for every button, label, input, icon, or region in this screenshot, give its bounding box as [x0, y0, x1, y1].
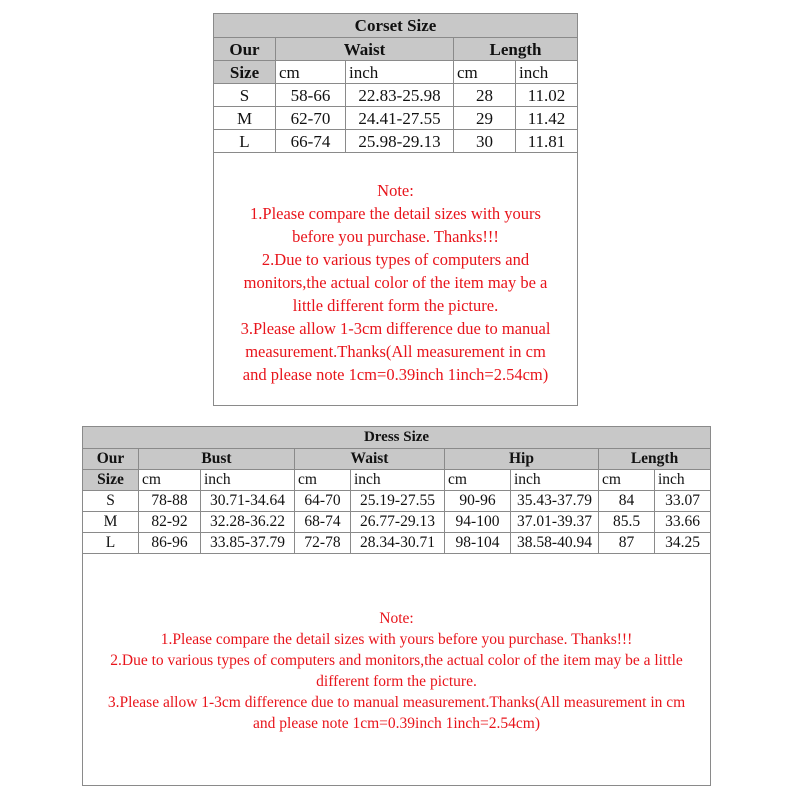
- value-cell: 85.5: [599, 512, 655, 533]
- value-cell: 35.43-37.79: [511, 491, 599, 512]
- table-row: [83, 491, 711, 512]
- value-cell: 84: [599, 491, 655, 512]
- value-cell: 82-92: [139, 512, 201, 533]
- value-cell: 90-96: [445, 491, 511, 512]
- corset-table-title: Corset Size: [214, 14, 578, 38]
- corset-size-table: [213, 13, 578, 406]
- corset-note: [214, 153, 578, 406]
- dress-table-title: Dress Size: [83, 427, 711, 449]
- dress-unit-waist-inch: inch: [351, 470, 445, 491]
- value-cell: 66-74: [276, 130, 346, 153]
- note-line: Note:: [379, 610, 414, 627]
- note-line: monitors,the actual color of the item may be a: [243, 273, 548, 292]
- dress-unit-length-cm: cm: [599, 470, 655, 491]
- value-cell: 64-70: [295, 491, 351, 512]
- value-cell: 94-100: [445, 512, 511, 533]
- value-cell: 11.81: [516, 130, 578, 153]
- dress-unit-bust-cm: cm: [139, 470, 201, 491]
- dress-header-our: Our: [83, 449, 139, 470]
- size-cell: M: [83, 512, 139, 533]
- note-line: 1.Please compare the detail sizes with yours: [250, 204, 541, 223]
- value-cell: 11.42: [516, 107, 578, 130]
- dress-unit-hip-inch: inch: [511, 470, 599, 491]
- value-cell: 34.25: [655, 533, 711, 554]
- note-line: Note:: [377, 181, 414, 200]
- note-line: measurement.Thanks(All measurement in cm: [245, 342, 546, 361]
- dress-unit-bust-inch: inch: [201, 470, 295, 491]
- corset-header-length: Length: [454, 38, 578, 61]
- table-row: [214, 107, 578, 130]
- value-cell: 25.19-27.55: [351, 491, 445, 512]
- corset-unit-waist-inch: inch: [346, 61, 454, 84]
- note-line: 3.Please allow 1-3cm difference due to manual: [240, 319, 551, 338]
- value-cell: 25.98-29.13: [346, 130, 454, 153]
- size-cell: S: [83, 491, 139, 512]
- dress-unit-hip-cm: cm: [445, 470, 511, 491]
- note-line: 2.Due to various types of computers and monitors,the actual color of the item may be a little: [110, 652, 683, 669]
- value-cell: 30: [454, 130, 516, 153]
- note-line: 1.Please compare the detail sizes with yours before you purchase. Thanks!!!: [160, 631, 633, 648]
- dress-header-bust: Bust: [139, 449, 295, 470]
- dress-header-size: Size: [83, 470, 139, 491]
- table-row: [83, 533, 711, 554]
- dress-unit-length-inch: inch: [655, 470, 711, 491]
- dress-note: [83, 554, 711, 786]
- corset-unit-length-inch: inch: [516, 61, 578, 84]
- value-cell: 86-96: [139, 533, 201, 554]
- note-line: different form the picture.: [316, 673, 477, 690]
- corset-header-size: Size: [214, 61, 276, 84]
- corset-unit-waist-cm: cm: [276, 61, 346, 84]
- note-line: before you purchase. Thanks!!!: [292, 227, 499, 246]
- value-cell: 37.01-39.37: [511, 512, 599, 533]
- note-line: and please note 1cm=0.39inch 1inch=2.54cm): [242, 365, 549, 384]
- dress-header-waist: Waist: [295, 449, 445, 470]
- value-cell: 68-74: [295, 512, 351, 533]
- value-cell: 29: [454, 107, 516, 130]
- value-cell: 33.85-37.79: [201, 533, 295, 554]
- value-cell: 22.83-25.98: [346, 84, 454, 107]
- note-line: 2.Due to various types of computers and: [261, 250, 530, 269]
- size-cell: L: [83, 533, 139, 554]
- value-cell: 26.77-29.13: [351, 512, 445, 533]
- value-cell: 38.58-40.94: [511, 533, 599, 554]
- corset-unit-length-cm: cm: [454, 61, 516, 84]
- dress-header-length: Length: [599, 449, 711, 470]
- note-line: little different form the picture.: [292, 296, 499, 315]
- corset-header-waist: Waist: [276, 38, 454, 61]
- value-cell: 78-88: [139, 491, 201, 512]
- value-cell: 72-78: [295, 533, 351, 554]
- value-cell: 58-66: [276, 84, 346, 107]
- size-cell: S: [214, 84, 276, 107]
- dress-size-table: [82, 426, 711, 786]
- dress-header-hip: Hip: [445, 449, 599, 470]
- table-row: [214, 130, 578, 153]
- value-cell: 32.28-36.22: [201, 512, 295, 533]
- table-row: [214, 84, 578, 107]
- value-cell: 33.07: [655, 491, 711, 512]
- value-cell: 98-104: [445, 533, 511, 554]
- value-cell: 62-70: [276, 107, 346, 130]
- table-row: [83, 512, 711, 533]
- value-cell: 11.02: [516, 84, 578, 107]
- size-cell: L: [214, 130, 276, 153]
- note-line: and please note 1cm=0.39inch 1inch=2.54cm): [253, 715, 540, 732]
- value-cell: 30.71-34.64: [201, 491, 295, 512]
- value-cell: 24.41-27.55: [346, 107, 454, 130]
- value-cell: 33.66: [655, 512, 711, 533]
- value-cell: 28: [454, 84, 516, 107]
- value-cell: 87: [599, 533, 655, 554]
- size-cell: M: [214, 107, 276, 130]
- note-line: 3.Please allow 1-3cm difference due to manual measurement.Thanks(All measurement in cm: [107, 694, 686, 711]
- value-cell: 28.34-30.71: [351, 533, 445, 554]
- corset-header-our: Our: [214, 38, 276, 61]
- dress-unit-waist-cm: cm: [295, 470, 351, 491]
